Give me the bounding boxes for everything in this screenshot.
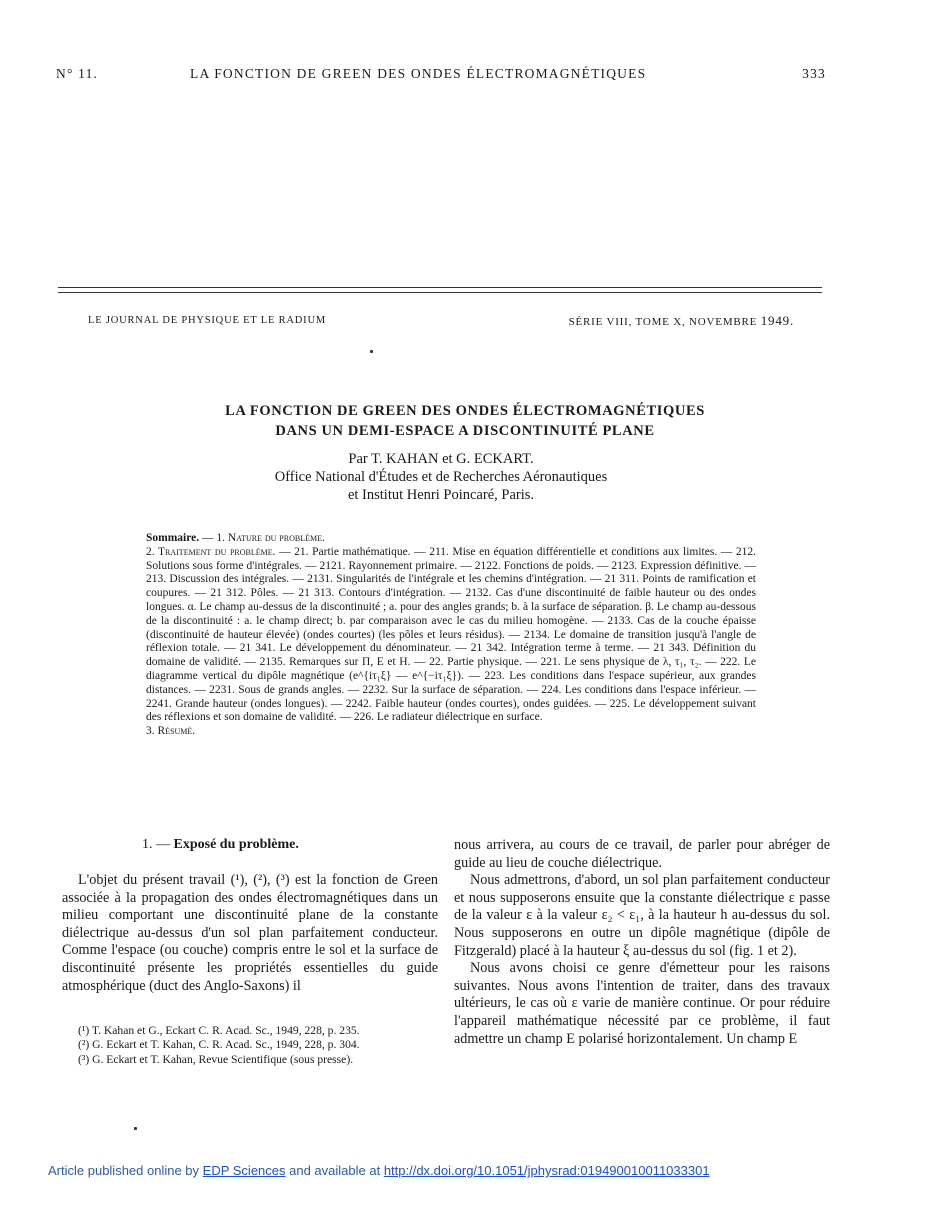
section-number: 1. —	[142, 837, 174, 852]
authors: Par T. KAHAN et G. ECKART.	[348, 451, 534, 467]
footnote-3: (³) G. Eckart et T. Kahan, Revue Scientifique (sous presse).	[78, 1052, 354, 1066]
journal-name: LE JOURNAL DE PHYSIQUE ET LE RADIUM	[88, 315, 326, 326]
scan-speck	[134, 1127, 137, 1130]
footer	[48, 1163, 710, 1178]
section-title: Exposé du problème.	[173, 837, 299, 852]
page-number: 333	[802, 66, 826, 81]
sommaire-item3: 3. Résumé.	[146, 725, 196, 738]
section-heading	[142, 837, 299, 853]
footer-prefix: Article published online by	[48, 1163, 203, 1178]
sommaire-item1-text: — 1. Nature du problème.	[199, 532, 325, 544]
footnotes	[62, 1024, 438, 1067]
article-title-line1: LA FONCTION DE GREEN DES ONDES ÉLECTROMAGNÉTIQUES	[225, 403, 705, 419]
footnote-2: (²) G. Eckart et T. Kahan, C. R. Acad. Sc., 1949, 228, p. 304.	[78, 1038, 360, 1052]
article-title-line2: DANS UN DEMI-ESPACE A DISCONTINUITÉ PLANE	[275, 423, 655, 439]
sommaire-item2-head: 2. Traitement du problème.	[146, 545, 276, 558]
series-info	[569, 313, 794, 329]
running-title: LA FONCTION DE GREEN DES ONDES ÉLECTROMAGNÉTIQUES	[190, 66, 647, 81]
footer-middle: and available at	[285, 1163, 384, 1178]
footnote-1: (¹) T. Kahan et G., Eckart C. R. Acad. Sc., 1949, 228, p. 235.	[78, 1024, 360, 1037]
article-authors-block	[0, 450, 882, 504]
sommaire-item2-body: — 21. Partie mathématique. — 211. Mise en équation différentielle et conditions aux limites. — 212. Solutions sous forme d'intégrales. — 2121. Rayonnement primaire. — 2122. Fonctions de poids. — 2123. Expression définitive. — 213. Discussion des intégrales. — 2131. Singularités de l'intégrale et les chemins d'intégration. — 21 311. Points de ramification et coupures. — 21 312. Pôles. — 21 313. Contours d'intégration. — 2132. Cas d'une discontinuité de faible hauteur ou des ondes longues. α. Le champ au-dessus de la discontinuité ; a. pour des angles grands; b. à la surface de séparation. β. Le champ au-dessous de la discontinuité : a. le champ direct; b. par comparaison avec le cas du milieu homogène. — 2133. Cas de la couche épaisse (discontinuité de hauteur élevée) (ondes courtes) (les pôles et leurs résidus). — 2134. Le domaine de transition jusqu'à l'angle de réflexion totale. — 21 341. Le développement du dénominateur. — 21 342. Intégration terme à terme. — 21 343. Définition du domaine de validité. — 2135. Remarques sur Π, E et H. — 22. Partie physique. — 221. Le sens physique de λ, τ₁, τ₂. — 222. Le diagramme vertical du dipôle magnétique (e^{iτ₁ξ} — e^{−iτ₁ξ}). — 223. Les conditions dans l'espace supérieur, aux grandes distances. — 2231. Sous de grands angles. — 2232. Sur la surface de séparation. — 224. Les conditions dans l'espace inférieur. — 2241. Grande hauteur (ondes longues). — 2242. Faible hauteur (ondes courtes), ondes guidées. — 225. Le développement suivant des réflexions et son domaine de validité. — 226. Le radiateur diélectrique en surface.	[146, 545, 756, 724]
affiliation-line1: Office National d'Études et de Recherches Aéronautiques	[274, 469, 608, 485]
publisher-link[interactable]: EDP Sciences	[202, 1163, 286, 1178]
issue-number: N° 11.	[56, 66, 99, 81]
article-title	[0, 401, 930, 441]
right-paragraph-2: Nous admettrons, d'abord, un sol plan parfaitement conducteur et nous supposerons ensuite que la constante diélectrique ε passe de la valeur ε à la valeur ε₂ < ε₁, à la hauteur h au-dessus du sol. Nous supposerons en outre un dipôle magnétique (dipôle de Fitzgerald) placé à la hauteur ξ au-dessus du sol (fig. 1 et 2).	[454, 872, 830, 959]
top-rule	[58, 287, 822, 288]
scan-speck	[370, 350, 373, 353]
sommaire-item2	[146, 546, 756, 725]
series-year: 1949.	[760, 313, 794, 328]
top-rule-second	[58, 292, 822, 293]
sommaire	[146, 532, 756, 739]
right-column	[454, 837, 830, 1048]
series-text: SÉRIE VIII, TOME X, NOVEMBRE	[568, 316, 761, 328]
right-paragraph-1: nous arrivera, au cours de ce travail, de parler pour abréger de guide au lieu de couche diélectrique.	[454, 837, 830, 871]
sommaire-label: Sommaire.	[146, 532, 200, 544]
right-paragraph-3: Nous avons choisi ce genre d'émetteur pour les raisons suivantes. Nous avons l'intention de traiter, dans des travaux ultérieurs, le cas où ε varie de manière continue. Or pour réduire l'appareil mathématique nécessité par ce problème, il faut admettre un champ E polarisé horizontalement. Un champ E	[454, 960, 830, 1047]
left-paragraph-1: L'objet du présent travail (¹), (²), (³) est la fonction de Green associée à la propagation des ondes électromagnétiques dans un milieu comportant une discontinuité plane de la constante diélectrique au-dessus d'un sol plan parfaitement conducteur. Comme l'espace (ou couche) compris entre le sol et la surface de discontinuité présente les propriétés essentielles du guide atmosphérique (duct des Anglo-Saxons) il	[62, 872, 438, 994]
affiliation-line2: et Institut Henri Poincaré, Paris.	[347, 487, 535, 503]
left-column	[62, 872, 438, 995]
doi-link[interactable]: http://dx.doi.org/10.1051/jphysrad:019490010011033301	[383, 1163, 710, 1178]
sommaire-item1	[146, 532, 756, 546]
